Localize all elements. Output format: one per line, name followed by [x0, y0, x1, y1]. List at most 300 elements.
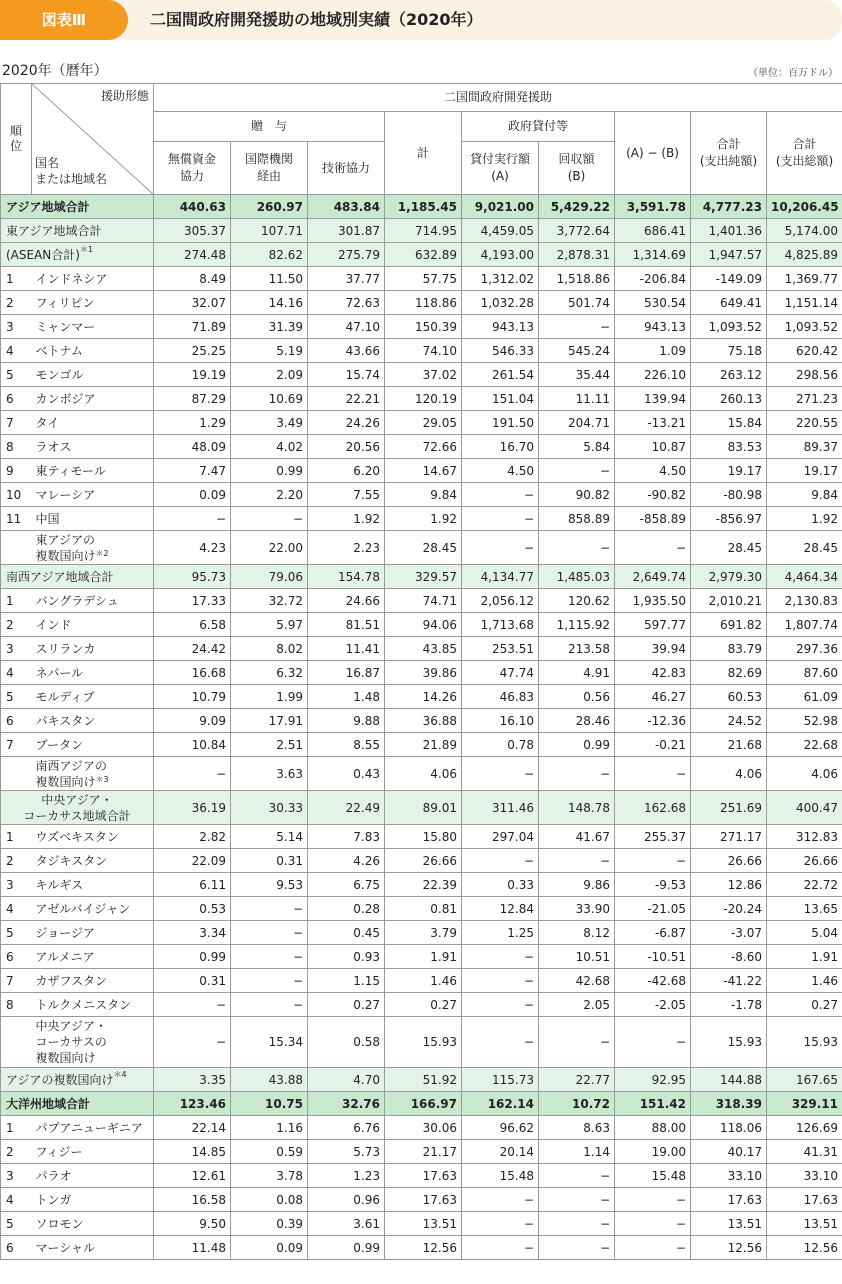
value-cell: −: [462, 531, 539, 565]
value-cell: 4.06: [385, 757, 462, 791]
value-cell: 0.39: [231, 1212, 308, 1236]
value-cell: 35.44: [539, 363, 615, 387]
value-cell: 213.58: [539, 637, 615, 661]
value-cell: 17.91: [231, 709, 308, 733]
value-cell: 7.83: [308, 825, 385, 849]
value-cell: 37.77: [308, 267, 385, 291]
value-cell: 13.51: [385, 1212, 462, 1236]
value-cell: 1,032.28: [462, 291, 539, 315]
value-cell: 2.51: [231, 733, 308, 757]
value-cell: 0.56: [539, 685, 615, 709]
value-cell: -1.78: [691, 993, 767, 1017]
table-row: [1, 709, 842, 733]
value-cell: 87.60: [767, 661, 842, 685]
rank-cell: 1: [1, 1116, 32, 1140]
rank-cell: [1, 531, 32, 565]
value-cell: 22.00: [231, 531, 308, 565]
table-row: [1, 637, 842, 661]
table-row: [1, 507, 842, 531]
value-cell: 301.87: [308, 219, 385, 243]
value-cell: 275.79: [308, 243, 385, 267]
value-cell: 15.93: [767, 1017, 842, 1068]
country-name: トルクメニスタン: [32, 993, 154, 1017]
rank-cell: 5: [1, 685, 32, 709]
rank-cell: 1: [1, 589, 32, 613]
value-cell: -9.53: [615, 873, 691, 897]
value-cell: 15.34: [231, 1017, 308, 1068]
table-body: [1, 195, 842, 1260]
rank-cell: 1: [1, 267, 32, 291]
value-cell: 440.63: [154, 195, 231, 219]
rank-header: 順位: [1, 84, 32, 195]
total-header: 計: [385, 112, 462, 195]
value-cell: 0.08: [231, 1188, 308, 1212]
value-cell: 691.82: [691, 613, 767, 637]
value-cell: −: [615, 1236, 691, 1260]
value-cell: 1,151.14: [767, 291, 842, 315]
value-cell: 24.66: [308, 589, 385, 613]
value-cell: 4.26: [308, 849, 385, 873]
value-cell: 8.49: [154, 267, 231, 291]
value-cell: 0.99: [154, 945, 231, 969]
value-cell: 251.69: [691, 791, 767, 825]
rank-cell: 6: [1, 709, 32, 733]
value-cell: -10.51: [615, 945, 691, 969]
row-label: アジア地域合計: [1, 195, 154, 219]
value-cell: 14.16: [231, 291, 308, 315]
value-cell: 28.45: [767, 531, 842, 565]
country-name: アルメニア: [32, 945, 154, 969]
value-cell: 24.42: [154, 637, 231, 661]
value-cell: 151.42: [615, 1092, 691, 1116]
value-cell: 42.83: [615, 661, 691, 685]
value-cell: 126.69: [767, 1116, 842, 1140]
value-cell: 51.92: [385, 1068, 462, 1092]
value-cell: 20.56: [308, 435, 385, 459]
value-cell: 3.49: [231, 411, 308, 435]
value-cell: 1.92: [308, 507, 385, 531]
rank-cell: 2: [1, 291, 32, 315]
value-cell: −: [539, 1017, 615, 1068]
value-cell: 148.78: [539, 791, 615, 825]
value-cell: 4.06: [691, 757, 767, 791]
value-cell: 311.46: [462, 791, 539, 825]
value-cell: 4.06: [767, 757, 842, 791]
value-cell: 19.17: [691, 459, 767, 483]
value-cell: 5.19: [231, 339, 308, 363]
value-cell: −: [615, 757, 691, 791]
value-cell: -149.09: [691, 267, 767, 291]
value-cell: 33.90: [539, 897, 615, 921]
value-cell: 47.10: [308, 315, 385, 339]
value-cell: 79.06: [231, 565, 308, 589]
value-cell: −: [539, 315, 615, 339]
value-cell: 82.62: [231, 243, 308, 267]
value-cell: 40.17: [691, 1140, 767, 1164]
footnote-mark: ＊2: [95, 548, 109, 558]
value-cell: −: [539, 459, 615, 483]
value-cell: 150.39: [385, 315, 462, 339]
rank-cell: 2: [1, 849, 32, 873]
value-cell: 4,777.23: [691, 195, 767, 219]
table-row: [1, 363, 842, 387]
value-cell: 37.02: [385, 363, 462, 387]
value-cell: 943.13: [462, 315, 539, 339]
value-cell: 10.72: [539, 1092, 615, 1116]
value-cell: 107.71: [231, 219, 308, 243]
value-cell: 30.33: [231, 791, 308, 825]
value-cell: 4.23: [154, 531, 231, 565]
table-row: [1, 1188, 842, 1212]
value-cell: 32.07: [154, 291, 231, 315]
value-cell: 5.04: [767, 921, 842, 945]
value-cell: 8.02: [231, 637, 308, 661]
value-cell: −: [231, 993, 308, 1017]
value-cell: 1.91: [767, 945, 842, 969]
rank-cell: 4: [1, 1188, 32, 1212]
value-cell: 15.93: [385, 1017, 462, 1068]
value-cell: 12.61: [154, 1164, 231, 1188]
value-cell: −: [462, 945, 539, 969]
value-cell: 0.99: [231, 459, 308, 483]
country-name: ブータン: [32, 733, 154, 757]
value-cell: 12.56: [385, 1236, 462, 1260]
value-cell: 89.37: [767, 435, 842, 459]
value-cell: 166.97: [385, 1092, 462, 1116]
rank-cell: 9: [1, 459, 32, 483]
country-name: スリランカ: [32, 637, 154, 661]
value-cell: 2,979.30: [691, 565, 767, 589]
value-cell: 9.84: [767, 483, 842, 507]
value-cell: 144.88: [691, 1068, 767, 1092]
value-cell: 28.46: [539, 709, 615, 733]
table-row: [1, 993, 842, 1017]
value-cell: 7.47: [154, 459, 231, 483]
value-cell: 19.19: [154, 363, 231, 387]
value-cell: 6.58: [154, 613, 231, 637]
value-cell: 10.69: [231, 387, 308, 411]
value-cell: 0.31: [154, 969, 231, 993]
tech-coop-header: 技術協力: [308, 142, 385, 195]
value-cell: −: [462, 969, 539, 993]
value-cell: 0.59: [231, 1140, 308, 1164]
value-cell: −: [154, 507, 231, 531]
value-cell: 72.63: [308, 291, 385, 315]
value-cell: −: [615, 1017, 691, 1068]
footnote-mark: ＊1: [79, 245, 94, 254]
row-label: 中央アジア・ コーカサス地域合計: [1, 791, 154, 825]
value-cell: -6.87: [615, 921, 691, 945]
value-cell: 2.20: [231, 483, 308, 507]
value-cell: 8.63: [539, 1116, 615, 1140]
value-cell: 11.11: [539, 387, 615, 411]
subtotal-row: [1, 1068, 842, 1092]
rank-cell: 7: [1, 733, 32, 757]
country-name: ベトナム: [32, 339, 154, 363]
value-cell: 22.39: [385, 873, 462, 897]
country-name: アゼルバイジャン: [32, 897, 154, 921]
value-cell: −: [462, 757, 539, 791]
footnote-mark: ＊3: [95, 774, 109, 784]
value-cell: 72.66: [385, 435, 462, 459]
value-cell: 546.33: [462, 339, 539, 363]
value-cell: 8.12: [539, 921, 615, 945]
value-cell: 16.10: [462, 709, 539, 733]
value-cell: 9.84: [385, 483, 462, 507]
subtotal-row: [1, 791, 842, 825]
value-cell: 9.86: [539, 873, 615, 897]
value-cell: 858.89: [539, 507, 615, 531]
value-cell: 1.16: [231, 1116, 308, 1140]
disbursement-header: 貸付実行額 (A): [462, 142, 539, 195]
value-cell: 36.19: [154, 791, 231, 825]
country-name: マーシャル: [32, 1236, 154, 1260]
subtotal-row: [1, 243, 842, 267]
value-cell: 17.63: [767, 1188, 842, 1212]
table-row: [1, 411, 842, 435]
value-cell: 17.63: [385, 1188, 462, 1212]
table-row: [1, 897, 842, 921]
value-cell: 1,807.74: [767, 613, 842, 637]
value-cell: 39.86: [385, 661, 462, 685]
value-cell: 530.54: [615, 291, 691, 315]
value-cell: 297.04: [462, 825, 539, 849]
table-row: [1, 1140, 842, 1164]
value-cell: 2,649.74: [615, 565, 691, 589]
value-cell: 71.89: [154, 315, 231, 339]
table-row: [1, 531, 842, 565]
country-name: パキスタン: [32, 709, 154, 733]
value-cell: 17.63: [691, 1188, 767, 1212]
value-cell: 1,312.02: [462, 267, 539, 291]
value-cell: 297.36: [767, 637, 842, 661]
value-cell: 41.67: [539, 825, 615, 849]
value-cell: 15.93: [691, 1017, 767, 1068]
country-name: 中国: [32, 507, 154, 531]
value-cell: 28.45: [691, 531, 767, 565]
country-name: マレーシア: [32, 483, 154, 507]
row-label: 大洋州地域合計: [1, 1092, 154, 1116]
country-name: モルディブ: [32, 685, 154, 709]
value-cell: 271.17: [691, 825, 767, 849]
country-name: フィジー: [32, 1140, 154, 1164]
country-name: タジキスタン: [32, 849, 154, 873]
value-cell: 13.65: [767, 897, 842, 921]
value-cell: −: [462, 849, 539, 873]
value-cell: 1.46: [385, 969, 462, 993]
country-name: ジョージア: [32, 921, 154, 945]
value-cell: 0.81: [385, 897, 462, 921]
table-row: [1, 459, 842, 483]
value-cell: -80.98: [691, 483, 767, 507]
country-name: カンボジア: [32, 387, 154, 411]
value-cell: 4,193.00: [462, 243, 539, 267]
value-cell: 21.68: [691, 733, 767, 757]
value-cell: −: [231, 921, 308, 945]
rank-cell: 6: [1, 387, 32, 411]
country-name: モンゴル: [32, 363, 154, 387]
rank-cell: 2: [1, 1140, 32, 1164]
value-cell: 191.50: [462, 411, 539, 435]
value-cell: 92.95: [615, 1068, 691, 1092]
value-cell: 22.14: [154, 1116, 231, 1140]
value-cell: 13.51: [691, 1212, 767, 1236]
value-cell: -206.84: [615, 267, 691, 291]
value-cell: -21.05: [615, 897, 691, 921]
country-label: 国名: [35, 156, 60, 170]
value-cell: 6.32: [231, 661, 308, 685]
table-row: [1, 757, 842, 791]
row-label: アジアの複数国向け$^{*4}$: [1, 1068, 154, 1092]
value-cell: 220.55: [767, 411, 842, 435]
value-cell: 329.57: [385, 565, 462, 589]
value-cell: 2.09: [231, 363, 308, 387]
value-cell: 5.97: [231, 613, 308, 637]
value-cell: 90.82: [539, 483, 615, 507]
net-header: 合計 (支出純額): [691, 112, 767, 195]
value-cell: 9.53: [231, 873, 308, 897]
value-cell: 943.13: [615, 315, 691, 339]
value-cell: 12.84: [462, 897, 539, 921]
value-cell: -90.82: [615, 483, 691, 507]
value-cell: 15.48: [615, 1164, 691, 1188]
value-cell: 48.09: [154, 435, 231, 459]
value-cell: 12.56: [767, 1236, 842, 1260]
value-cell: 1.91: [385, 945, 462, 969]
value-cell: 15.84: [691, 411, 767, 435]
value-cell: 2.23: [308, 531, 385, 565]
value-cell: 20.14: [462, 1140, 539, 1164]
value-cell: 3.79: [385, 921, 462, 945]
value-cell: 3.61: [308, 1212, 385, 1236]
region-total-row: [1, 195, 842, 219]
value-cell: 10.75: [231, 1092, 308, 1116]
rank-cell: 5: [1, 363, 32, 387]
value-cell: 6.75: [308, 873, 385, 897]
subtotal-row: [1, 219, 842, 243]
country-name: 南西アジアの 複数国向け$^{*3}$: [32, 757, 154, 791]
value-cell: 0.58: [308, 1017, 385, 1068]
value-cell: −: [231, 945, 308, 969]
value-cell: 12.56: [691, 1236, 767, 1260]
value-cell: 714.95: [385, 219, 462, 243]
loans-header: 政府貸付等: [462, 112, 615, 142]
value-cell: 10.79: [154, 685, 231, 709]
value-cell: -12.36: [615, 709, 691, 733]
value-cell: 10,206.45: [767, 195, 842, 219]
table-row: [1, 685, 842, 709]
rank-cell: 4: [1, 339, 32, 363]
figure-badge: 図表Ⅲ: [0, 0, 128, 40]
value-cell: 0.93: [308, 945, 385, 969]
table-row: [1, 921, 842, 945]
value-cell: 22.49: [308, 791, 385, 825]
value-cell: -2.05: [615, 993, 691, 1017]
value-cell: 597.77: [615, 613, 691, 637]
value-cell: −: [539, 531, 615, 565]
value-cell: 1,369.77: [767, 267, 842, 291]
value-cell: 8.55: [308, 733, 385, 757]
value-cell: 115.73: [462, 1068, 539, 1092]
value-cell: 123.46: [154, 1092, 231, 1116]
value-cell: -3.07: [691, 921, 767, 945]
value-cell: 31.39: [231, 315, 308, 339]
table-row: [1, 483, 842, 507]
value-cell: 3.35: [154, 1068, 231, 1092]
country-name: バングラデシュ: [32, 589, 154, 613]
value-cell: 312.83: [767, 825, 842, 849]
unit-label: （単位：百万ドル）: [748, 68, 838, 79]
value-cell: 204.71: [539, 411, 615, 435]
value-cell: 16.70: [462, 435, 539, 459]
table-row: [1, 267, 842, 291]
value-cell: 1,401.36: [691, 219, 767, 243]
value-cell: 0.33: [462, 873, 539, 897]
value-cell: 1,093.52: [767, 315, 842, 339]
value-cell: 14.26: [385, 685, 462, 709]
country-name: フィリピン: [32, 291, 154, 315]
rank-cell: 6: [1, 1236, 32, 1260]
value-cell: 9.88: [308, 709, 385, 733]
rank-cell: 8: [1, 435, 32, 459]
rank-cell: 10: [1, 483, 32, 507]
oda-table: [0, 83, 842, 1260]
country-header: [32, 84, 154, 195]
value-cell: 57.75: [385, 267, 462, 291]
value-cell: 0.09: [231, 1236, 308, 1260]
rank-cell: 7: [1, 411, 32, 435]
value-cell: 22.72: [767, 873, 842, 897]
table-row: [1, 661, 842, 685]
value-cell: -13.21: [615, 411, 691, 435]
value-cell: −: [462, 1017, 539, 1068]
value-cell: 118.86: [385, 291, 462, 315]
country-name: インド: [32, 613, 154, 637]
value-cell: 52.98: [767, 709, 842, 733]
region-total-row: [1, 1092, 842, 1116]
value-cell: 3,591.78: [615, 195, 691, 219]
value-cell: 1,713.68: [462, 613, 539, 637]
table-row: [1, 1116, 842, 1140]
intl-org-header: 国際機関 経由: [231, 142, 308, 195]
value-cell: 7.55: [308, 483, 385, 507]
value-cell: 686.41: [615, 219, 691, 243]
rank-cell: 3: [1, 873, 32, 897]
table-row: [1, 435, 842, 459]
value-cell: 17.63: [385, 1164, 462, 1188]
country-name: キルギス: [32, 873, 154, 897]
value-cell: 22.21: [308, 387, 385, 411]
value-cell: 6.76: [308, 1116, 385, 1140]
value-cell: 19.00: [615, 1140, 691, 1164]
value-cell: -42.68: [615, 969, 691, 993]
rank-cell: 8: [1, 993, 32, 1017]
value-cell: 0.27: [385, 993, 462, 1017]
value-cell: 15.48: [462, 1164, 539, 1188]
value-cell: 4,459.05: [462, 219, 539, 243]
value-cell: 96.62: [462, 1116, 539, 1140]
value-cell: −: [539, 1164, 615, 1188]
value-cell: -41.22: [691, 969, 767, 993]
value-cell: 1.92: [767, 507, 842, 531]
value-cell: 4.50: [615, 459, 691, 483]
value-cell: 154.78: [308, 565, 385, 589]
value-cell: 5,429.22: [539, 195, 615, 219]
value-cell: 42.68: [539, 969, 615, 993]
value-cell: 0.28: [308, 897, 385, 921]
value-cell: 3,772.64: [539, 219, 615, 243]
value-cell: 11.48: [154, 1236, 231, 1260]
